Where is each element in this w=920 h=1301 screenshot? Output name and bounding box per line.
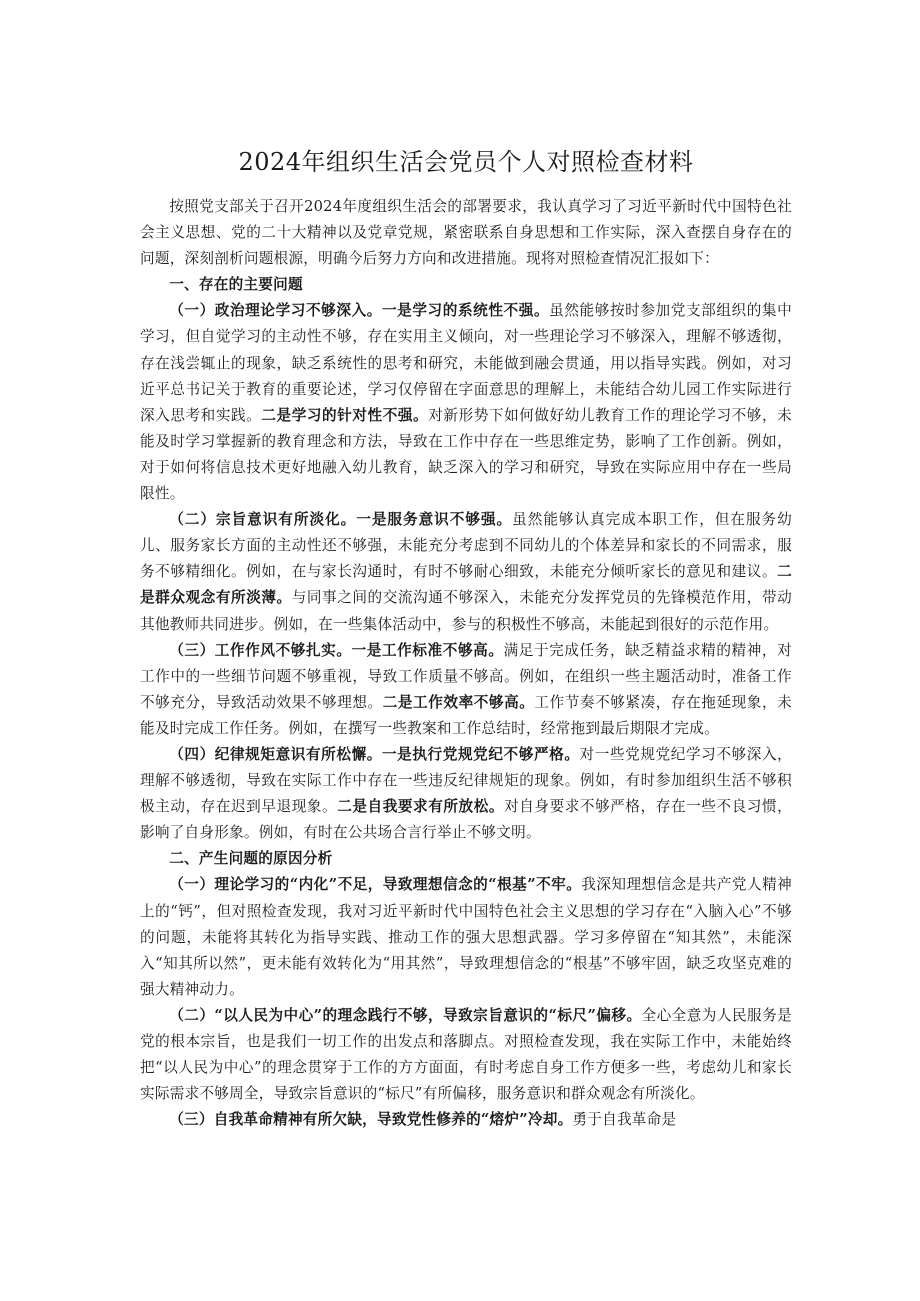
section-1-paragraph-1-lead: （一）政治理论学习不够深入。一是学习的系统性不强。 bbox=[169, 302, 550, 320]
intro-paragraph: 按照党支部关于召开2024年度组织生活会的部署要求，我认真学习了习近平新时代中国特色社会主义思想、党的二十大精神以及党章党规，紧密联系自身思想和工作实际，深入查摆自身存在的问题，深刻剖析问题根源，明确今后努力方向和改进措施。现将对照检查情况汇报如下： bbox=[140, 198, 792, 268]
section-1-paragraph-3-text-2: 工作节奏不够紧凑，存在拖延现象，未能及时完成工作任务。例如，在撰写一些教案和工作总结时，经常拖到最后期限才完成。 bbox=[140, 693, 792, 737]
section-2-paragraph-2-lead: （二）“以人民为中心”的理念践行不够，导致宗旨意识的“标尺”偏移。 bbox=[169, 1006, 642, 1024]
section-1-paragraph-2-text-2: 与同事之间的交流沟通不够深入，未能充分发挥党员的先锋模范作用，带动其他教师共同进步。例如，在一些集体活动中，参与的积极性不够高，未能起到很好的示范作用。 bbox=[140, 589, 792, 633]
section-1-paragraph-1-text-2: 对新形势下如何做好幼儿教育工作的理论学习不够，未能及时学习掌握新的教育理念和方法，导致在工作中存在一些思维定势，影响了工作创新。例如，对于如何将信息技术更好地融入幼儿教育，缺乏深入的学习和研究，导致在实际应用中存在一些局限性。 bbox=[140, 406, 792, 503]
section-1-paragraph-1 bbox=[140, 298, 792, 507]
section-2-paragraph-3-lead: （三）自我革命精神有所欠缺，导致党性修养的“熔炉”冷却。 bbox=[169, 1111, 573, 1129]
section-2-paragraph-2 bbox=[140, 1003, 792, 1107]
section-1-paragraph-3 bbox=[140, 638, 792, 742]
section-1-paragraph-2 bbox=[140, 507, 792, 637]
section-1-paragraph-3-text-1: 满足于完成任务，缺乏精益求精的精神，对工作中的一些细节问题不够重视，导致工作质量不够高。例如，在组织一些主题活动时，准备工作不够充分，导致活动效果不够理想。 bbox=[140, 641, 792, 711]
section-1-paragraph-3-lead-2: 二是工作效率不够高。 bbox=[382, 693, 535, 711]
section-2-paragraph-2-text: 全心全意为人民服务是党的根本宗旨，也是我们一切工作的出发点和落脚点。对照检查发现，我在实际工作中，未能始终把“以人民为中心”的理念贯穿于工作的方方面面，有时考虑自身工作方便多一些，考虑幼儿和家长实际需求不够周全，导致宗旨意识的“标尺”有所偏移，服务意识和群众观念有所淡化。 bbox=[140, 1006, 792, 1103]
section-1-heading: 一、存在的主要问题 bbox=[169, 276, 303, 294]
section-1-paragraph-4 bbox=[140, 742, 792, 846]
section-1-paragraph-4-lead: （四）纪律规矩意识有所松懈。一是执行党规党纪不够严格。 bbox=[169, 745, 580, 763]
section-2-paragraph-3-text: 勇于自我革命是 bbox=[572, 1111, 677, 1129]
section-1-paragraph-4-text-2: 对自身要求不够严格，存在一些不良习惯，影响了自身形象。例如，有时在公共场合言行举止不够文明。 bbox=[140, 798, 792, 842]
section-1-paragraph-4-lead-2: 二是自我要求有所放松。 bbox=[337, 798, 505, 816]
section-1-paragraph-2-lead-2: 二是群众观念有所淡薄。 bbox=[140, 563, 792, 607]
section-1-paragraph-2-lead: （二）宗旨意识有所淡化。一是服务意识不够强。 bbox=[169, 511, 513, 529]
section-1-paragraph-2-text-1: 虽然能够认真完成本职工作，但在服务幼儿、服务家长方面的主动性还不够强，未能充分考虑到不同幼儿的个体差异和家长的不同需求，服务不够精细化。例如，在与家长沟通时，有时不够耐心细致，未能充分倾听家长的意见和建议。 bbox=[140, 511, 792, 581]
section-2-paragraph-3 bbox=[140, 1107, 792, 1133]
section-2-paragraph-1-text: 我深知理想信念是共产党人精神上的“钙”，但对照检查发现，我对习近平新时代中国特色社会主义思想的学习存在“入脑入心”不够的问题，未能将其转化为指导实践、推动工作的强大思想武器。学习多停留在“知其然”，未能深入“知其所以然”，更未能有效转化为“用其然”，导致理想信念的“根基”不够牢固，缺乏攻坚克难的强大精神动力。 bbox=[140, 876, 792, 998]
section-2-paragraph-1-lead: （一）理论学习的“内化”不足，导致理想信念的“根基”不牢。 bbox=[169, 876, 582, 894]
section-1-paragraph-3-lead: （三）工作作风不够扎实。一是工作标准不够高。 bbox=[169, 641, 504, 659]
section-2-paragraph-1 bbox=[140, 872, 792, 1002]
section-1-paragraph-1-text-1: 虽然能够按时参加党支部组织的集中学习，但自觉学习的主动性不够，存在实用主义倾向，对一些理论学习不够深入，理解不够透彻，存在浅尝辄止的现象，缺乏系统性的思考和研究，未能做到融会贯通，用以指导实践。例如，对习近平总书记关于教育的重要论述，学习仅停留在字面意思的理解上，未能结合幼儿园工作实际进行深入思考和实践。 bbox=[140, 302, 792, 424]
section-2-heading: 二、产生问题的原因分析 bbox=[169, 850, 333, 868]
section-1-paragraph-4-text-1: 对一些党规党纪学习不够深入，理解不够透彻，导致在实际工作中存在一些违反纪律规矩的现象。例如，有时参加组织生活不够积极主动，存在迟到早退现象。 bbox=[140, 745, 792, 816]
document-page bbox=[140, 140, 792, 1133]
section-1-paragraph-1-lead-2: 二是学习的针对性不强。 bbox=[261, 406, 429, 424]
document-title: 2024年组织生活会党员个人对照检查材料 bbox=[238, 148, 694, 176]
